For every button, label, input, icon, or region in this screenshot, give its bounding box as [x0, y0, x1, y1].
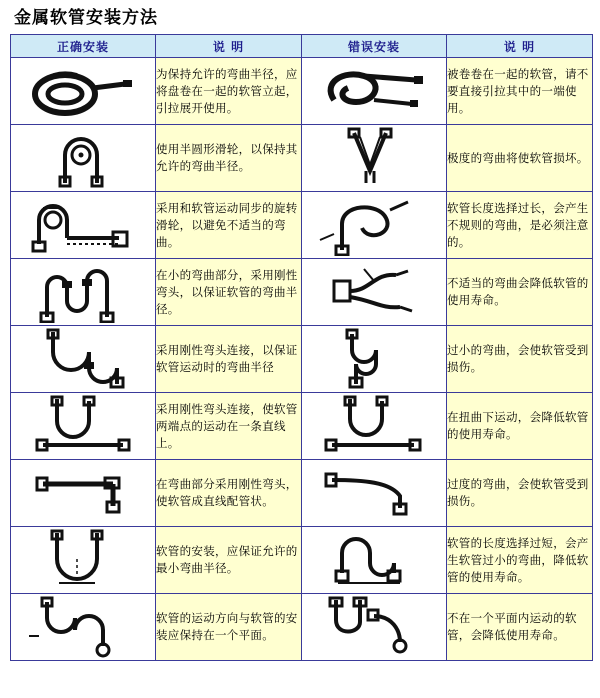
- table-row: [11, 527, 593, 594]
- figure-cell-correct: [11, 58, 156, 125]
- table-head: [11, 35, 593, 58]
- too-small-bend-damage-icon: [304, 328, 444, 390]
- figure-cell-wrong: [302, 259, 447, 326]
- figure-cell-correct: [11, 393, 156, 460]
- table-row: [11, 58, 593, 125]
- semicircular-sheave-bend-icon: [13, 127, 153, 189]
- figure-cell-wrong: [302, 460, 447, 527]
- description-wrong: 过小的弯曲，会使软管受到损伤。: [447, 326, 593, 393]
- table-row: [11, 192, 593, 259]
- rigid-elbow-connection-u-icon: [13, 328, 153, 390]
- figure-cell-correct: [11, 326, 156, 393]
- table-row: [11, 259, 593, 326]
- excessive-bend-damage-icon: [304, 462, 444, 524]
- header-correct-description: 说 明: [156, 35, 302, 58]
- description-correct: 软管的安装，应保证允许的最小弯曲半径。: [156, 527, 302, 594]
- figure-cell-wrong: [302, 393, 447, 460]
- figure-cell-correct: [11, 527, 156, 594]
- synchronized-rotating-sheave-icon: [13, 194, 153, 256]
- sharp-v-bend-damage-icon: [304, 127, 444, 189]
- description-wrong: 不在一个平面内运动的软管，会降低使用寿命。: [447, 594, 593, 661]
- figure-cell-wrong: [302, 594, 447, 661]
- figure-cell-correct: [11, 125, 156, 192]
- rigid-bend-small-radius-icon: [13, 261, 153, 323]
- description-correct: 使用半圆形滑轮，以保持其允许的弯曲半径。: [156, 125, 302, 192]
- table-row: [11, 460, 593, 527]
- figure-cell-wrong: [302, 326, 447, 393]
- description-correct: 在弯曲部分采用刚性弯头，使软管成直线配管状。: [156, 460, 302, 527]
- figure-cell-correct: [11, 192, 156, 259]
- table-row: [11, 326, 593, 393]
- table-header-row: [11, 35, 593, 58]
- table-body: [11, 58, 593, 661]
- description-wrong: 软管的长度选择过短，会产生软管过小的弯曲，降低软管的使用寿命。: [447, 527, 593, 594]
- hose-installation-table: [10, 34, 593, 661]
- header-correct-install: 正确安装: [11, 35, 156, 58]
- description-wrong: 被卷卷在一起的软管，请不要直接引拉其中的一端使用。: [447, 58, 593, 125]
- description-wrong: 极度的弯曲将使软管损坏。: [447, 125, 593, 192]
- figure-cell-correct: [11, 594, 156, 661]
- figure-cell-wrong: [302, 125, 447, 192]
- figure-cell-wrong: [302, 58, 447, 125]
- out-of-plane-motion-icon: [304, 596, 444, 658]
- min-bend-radius-installation-icon: [13, 529, 153, 591]
- table-row: [11, 594, 593, 661]
- description-wrong: 不适当的弯曲会降低软管的使用寿命。: [447, 259, 593, 326]
- description-correct: 在小的弯曲部分，采用刚性弯头，以保证软管的弯曲半径。: [156, 259, 302, 326]
- description-correct: 为保持允许的弯曲半径，应将盘卷在一起的软管立起，引拉展开使用。: [156, 58, 302, 125]
- description-wrong: 软管长度选择过长，会产生不规则的弯曲，是必须注意的。: [447, 192, 593, 259]
- motion-direction-same-plane-icon: [13, 596, 153, 658]
- header-wrong-description: 说 明: [447, 35, 593, 58]
- rigid-elbow-straight-piping-icon: [13, 462, 153, 524]
- figure-cell-correct: [11, 259, 156, 326]
- improper-bend-short-life-icon: [304, 261, 444, 323]
- figure-cell-wrong: [302, 192, 447, 259]
- table-row: [11, 393, 593, 460]
- coiled-hose-pulled-one-end-icon: [304, 60, 444, 122]
- table-row: [11, 125, 593, 192]
- too-long-small-bend-icon: [304, 529, 444, 591]
- description-wrong: 在扭曲下运动，会降低软管的使用寿命。: [447, 393, 593, 460]
- coiled-hose-standing-reel-icon: [13, 60, 153, 122]
- description-correct: 采用刚性弯头连接，使软管两端点的运动在一条直线上。: [156, 393, 302, 460]
- page-title: 金属软管安装方法: [14, 8, 158, 28]
- description-correct: 采用和软管运动同步的旋转滑轮，以避免不适当的弯曲。: [156, 192, 302, 259]
- description-wrong: 过度的弯曲，会使软管受到损伤。: [447, 460, 593, 527]
- rigid-elbow-straight-line-motion-icon: [13, 395, 153, 457]
- twisting-motion-reduces-life-icon: [304, 395, 444, 457]
- figure-cell-wrong: [302, 527, 447, 594]
- figure-cell-correct: [11, 460, 156, 527]
- too-long-irregular-bend-icon: [304, 194, 444, 256]
- description-correct: 采用刚性弯头连接，以保证软管运动时的弯曲半径: [156, 326, 302, 393]
- header-wrong-install: 错误安装: [302, 35, 447, 58]
- description-correct: 软管的运动方向与软管的安装应保持在一个平面。: [156, 594, 302, 661]
